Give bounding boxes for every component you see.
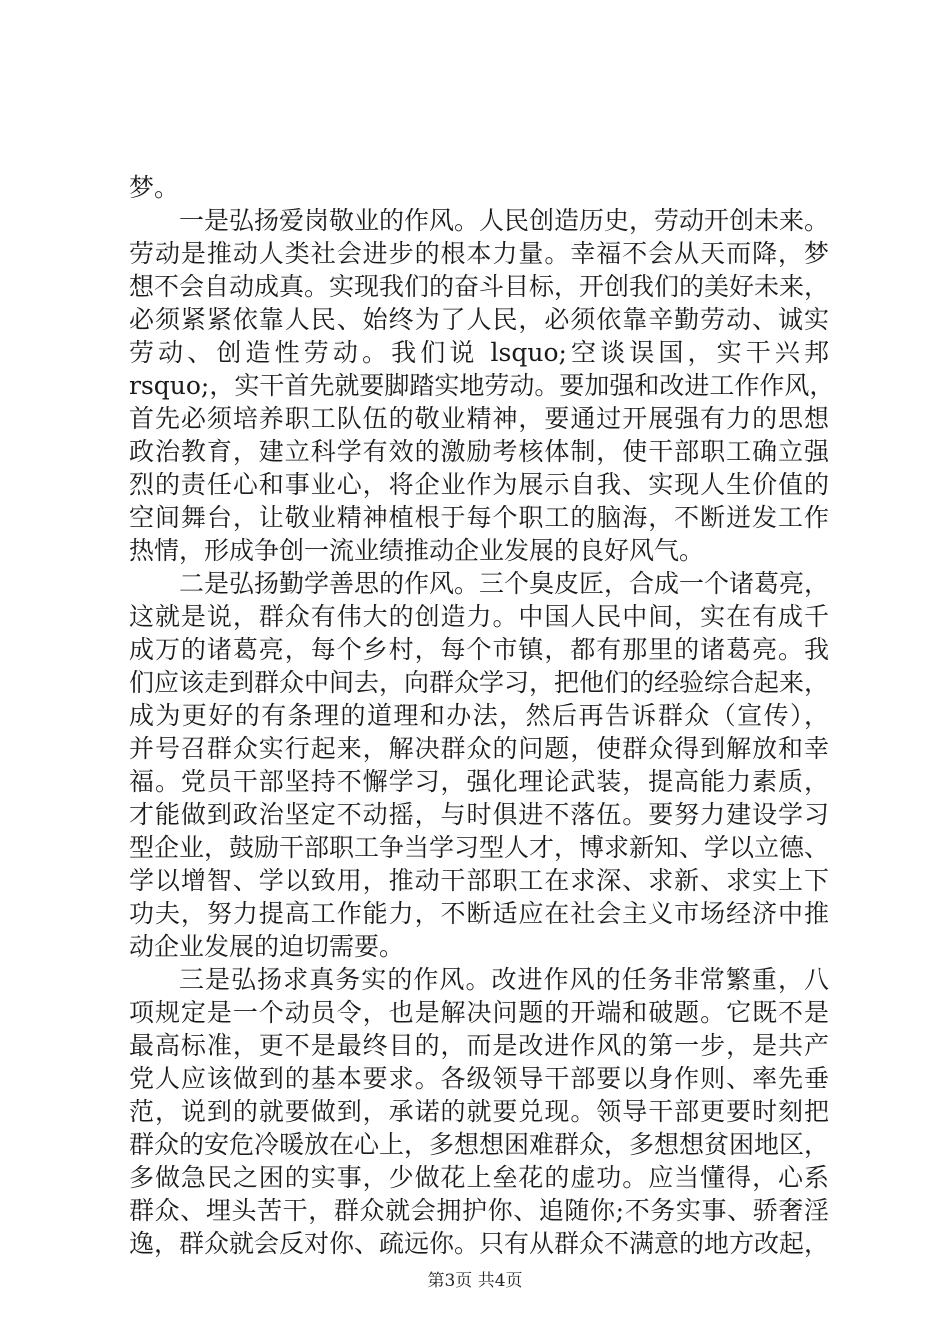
text-line: 首先必须培养职工队伍的敬业精神，要通过开展强有力的思想 bbox=[129, 404, 829, 433]
text-line: 一是弘扬爱岗敬业的作风。人民创造历史，劳动开创未来。 bbox=[179, 206, 830, 235]
text-line: rsquo;，实干首先就要脚踏实地劳动。要加强和改进工作作风， bbox=[129, 371, 835, 400]
paragraph bbox=[129, 204, 835, 567]
text-line: 想不会自动成真。实现我们的奋斗目标，开创我们的美好未来， bbox=[129, 272, 830, 301]
text-line: 多做急民之困的实事，少做花上垒花的虚功。应当懂得，心系 bbox=[129, 1163, 829, 1192]
text-line: 项规定是一个动员令，也是解决问题的开端和破题。它既不是 bbox=[129, 998, 829, 1027]
text-line: 三是弘扬求真务实的作风。改进作风的任务非常繁重，八 bbox=[179, 965, 829, 994]
text-line: 福。党员干部坚持不懈学习，强化理论武装，提高能力素质， bbox=[129, 767, 829, 796]
document-body bbox=[129, 171, 835, 1260]
text-line: 范，说到的就要做到，承诺的就要兑现。领导干部更要时刻把 bbox=[129, 1097, 829, 1126]
text-line: 成万的诸葛亮，每个乡村，每个市镇，都有那里的诸葛亮。我 bbox=[129, 635, 829, 664]
text-line: 空间舞台，让敬业精神植根于每个职工的脑海，不断迸发工作 bbox=[129, 503, 829, 532]
text-line: 劳动是推动人类社会进步的根本力量。幸福不会从天而降，梦 bbox=[129, 239, 829, 268]
text-line: 这就是说，群众有伟大的创造力。中国人民中间，实在有成千 bbox=[129, 602, 829, 631]
text-line: 政治教育，建立科学有效的激励考核体制，使干部职工确立强 bbox=[129, 437, 829, 466]
text-line: 动企业发展的迫切需要。 bbox=[129, 932, 405, 961]
text-line: 劳动、创造性劳动。我们说 lsquo;空谈误国，实干兴邦 bbox=[129, 338, 829, 367]
paragraph bbox=[129, 963, 829, 1260]
page-footer bbox=[0, 1266, 950, 1291]
text-line: 才能做到政治坚定不动摇，与时俱进不落伍。要努力建设学习 bbox=[129, 800, 829, 829]
text-line: 并号召群众实行起来，解决群众的问题，使群众得到解放和幸 bbox=[129, 734, 829, 763]
text-line: 群众的安危冷暖放在心上，多想想困难群众，多想想贫困地区， bbox=[129, 1130, 830, 1159]
text-line: 二是弘扬勤学善思的作风。三个臭皮匠，合成一个诸葛亮， bbox=[179, 569, 830, 598]
text-line: 热情，形成争创一流业绩推动企业发展的良好风气。 bbox=[129, 536, 705, 565]
text-line: 烈的责任心和事业心，将企业作为展示自我、实现人生价值的 bbox=[129, 470, 829, 499]
text-line: 们应该走到群众中间去，向群众学习，把他们的经验综合起来， bbox=[129, 668, 830, 697]
text-line: 必须紧紧依靠人民、始终为了人民，必须依靠辛勤劳动、诚实 bbox=[129, 305, 829, 334]
text-line: 功夫，努力提高工作能力，不断适应在社会主义市场经济中推 bbox=[129, 899, 829, 928]
page-number-label: 第3页 共4页 bbox=[427, 1271, 523, 1291]
text-line: 逸，群众就会反对你、疏远你。只有从群众不满意的地方改起， bbox=[129, 1229, 830, 1258]
text-line: 梦。 bbox=[129, 173, 180, 202]
text-line: 最高标准，更不是最终目的，而是改进作风的第一步，是共产 bbox=[129, 1031, 829, 1060]
text-line: 学以增智、学以致用，推动干部职工在求深、求新、求实上下 bbox=[129, 866, 829, 895]
paragraph bbox=[129, 567, 829, 963]
text-line: 成为更好的有条理的道理和办法，然后再告诉群众（宣传）， bbox=[129, 701, 829, 730]
text-line: 党人应该做到的基本要求。各级领导干部要以身作则、率先垂 bbox=[129, 1064, 829, 1093]
paragraph bbox=[129, 171, 829, 204]
text-line: 群众、埋头苦干，群众就会拥护你、追随你;不务实事、骄奢淫 bbox=[129, 1196, 829, 1225]
text-line: 型企业，鼓励干部职工争当学习型人才，博求新知、学以立德、 bbox=[129, 833, 830, 862]
